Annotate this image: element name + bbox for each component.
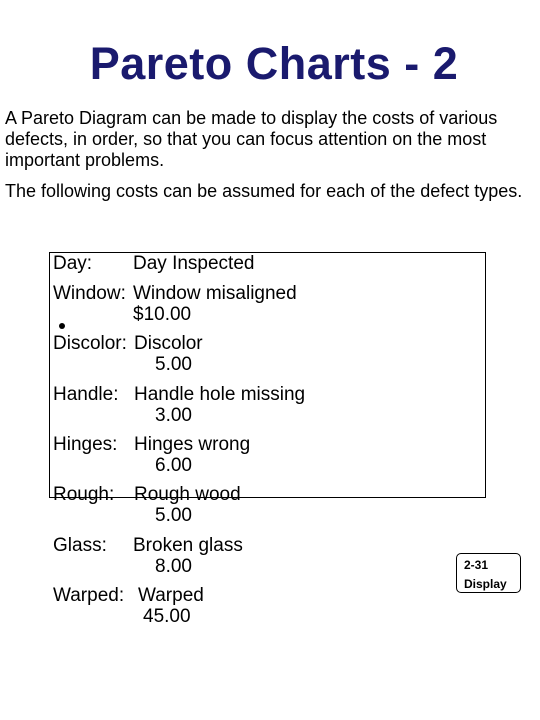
bullet-dot [59,323,65,329]
slide-title: Pareto Charts - 2 [89,38,459,89]
defect-cost: 5.00 [155,505,192,526]
defect-code: Glass: [53,535,107,556]
slide-number-badge [456,553,521,593]
defect-code: Window: [53,283,126,304]
defect-description: Day Inspected [133,253,255,274]
defect-cost: $10.00 [133,304,192,325]
slide-number: 2-31 [464,558,489,572]
defect-cost: 6.00 [155,455,192,476]
defect-cost: 8.00 [155,556,192,577]
defect-cost: 5.00 [155,354,192,375]
intro-paragraph: A Pareto Diagram can be made to display the costs of various defects, in order, so that you can focus attention on the most important problems. [5,108,498,170]
defect-description: Hinges wrong [134,434,251,455]
defect-description: Rough wood [134,484,241,505]
defect-cost: 45.00 [143,606,191,627]
defect-description: Window misaligned [133,283,297,304]
defect-code: Day: [53,253,93,274]
defect-code: Warped: [53,585,125,606]
defect-description: Handle hole missing [134,384,306,405]
defect-code: Rough: [53,484,115,505]
defect-cost: 3.00 [155,405,192,426]
defect-description: Discolor [134,333,203,354]
display-label: Display [464,577,507,591]
defect-description: Warped [138,585,204,606]
costs-note-paragraph: The following costs can be assumed for each of the defect types. [5,181,523,201]
defect-code: Hinges: [53,434,118,455]
defect-description: Broken glass [133,535,243,556]
defect-code: Discolor: [53,333,127,354]
defect-code: Handle: [53,384,119,405]
